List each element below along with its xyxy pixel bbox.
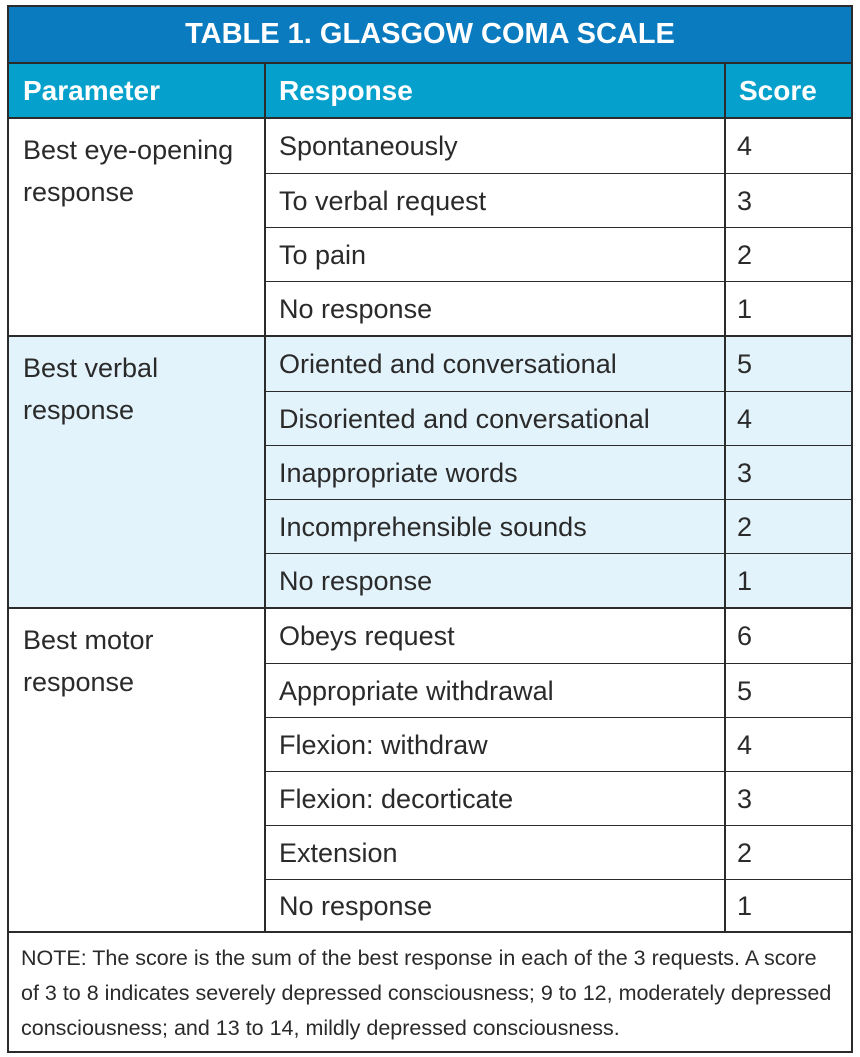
response-cell: Spontaneously xyxy=(279,131,458,161)
table-row xyxy=(265,879,851,932)
header-score: Score xyxy=(739,75,817,106)
glasgow-coma-scale-table xyxy=(7,5,853,1053)
table-row xyxy=(265,609,851,663)
table-row xyxy=(265,499,851,554)
score-cell: 5 xyxy=(737,349,753,379)
table-row xyxy=(265,173,851,228)
response-cell: No response xyxy=(279,566,433,596)
header-response: Response xyxy=(279,75,413,106)
response-cell: Flexion: withdraw xyxy=(279,730,488,760)
table-row xyxy=(265,445,851,500)
table-row xyxy=(265,391,851,446)
response-cell: Flexion: decorticate xyxy=(279,784,514,814)
table-row xyxy=(265,771,851,826)
score-cell: 3 xyxy=(737,458,753,488)
response-cell: Disoriented and conversational xyxy=(279,404,650,434)
response-cell: No response xyxy=(279,891,433,921)
column-divider xyxy=(264,64,266,931)
response-cell: Incomprehensible sounds xyxy=(279,512,587,542)
score-cell: 4 xyxy=(737,730,753,760)
score-cell: 2 xyxy=(737,512,753,542)
response-cell: Inappropriate words xyxy=(279,458,518,488)
score-cell: 2 xyxy=(737,240,753,270)
table-title: TABLE 1. GLASGOW COMA SCALE xyxy=(9,7,851,64)
score-cell: 3 xyxy=(737,186,753,216)
table-row xyxy=(265,119,851,173)
parameter-label: Best motor response xyxy=(23,625,154,697)
column-divider xyxy=(724,64,726,931)
response-cell: Oriented and conversational xyxy=(279,349,617,379)
score-cell: 6 xyxy=(737,621,753,651)
header-parameter: Parameter xyxy=(23,75,160,106)
score-cell: 5 xyxy=(737,676,753,706)
score-cell: 4 xyxy=(737,131,753,161)
table-row xyxy=(265,227,851,282)
score-cell: 1 xyxy=(737,294,753,324)
score-cell: 3 xyxy=(737,784,753,814)
response-cell: To pain xyxy=(279,240,367,270)
score-cell: 1 xyxy=(737,891,753,921)
response-cell: Obeys request xyxy=(279,621,455,651)
table-row xyxy=(265,825,851,880)
response-cell: No response xyxy=(279,294,433,324)
parameter-label: Best verbal response xyxy=(23,353,159,425)
response-cell: Extension xyxy=(279,838,398,868)
score-cell: 4 xyxy=(737,404,753,434)
table-note: NOTE: The score is the sum of the best response in each of the 3 requests. A score of 3 to 8 indicates severely depressed consciousness; 9 to 12, moderately depressed consciousness; and 13 to 14, mildly depressed consciousness. xyxy=(21,946,832,1040)
response-cell: Appropriate withdrawal xyxy=(279,676,554,706)
response-cell: To verbal request xyxy=(279,186,487,216)
score-cell: 1 xyxy=(737,566,753,596)
parameter-label: Best eye-opening response xyxy=(23,135,234,207)
table-row xyxy=(265,553,851,608)
table-row xyxy=(265,337,851,391)
table-row xyxy=(265,717,851,772)
table-row xyxy=(265,663,851,718)
score-cell: 2 xyxy=(737,838,753,868)
table-row xyxy=(265,281,851,336)
